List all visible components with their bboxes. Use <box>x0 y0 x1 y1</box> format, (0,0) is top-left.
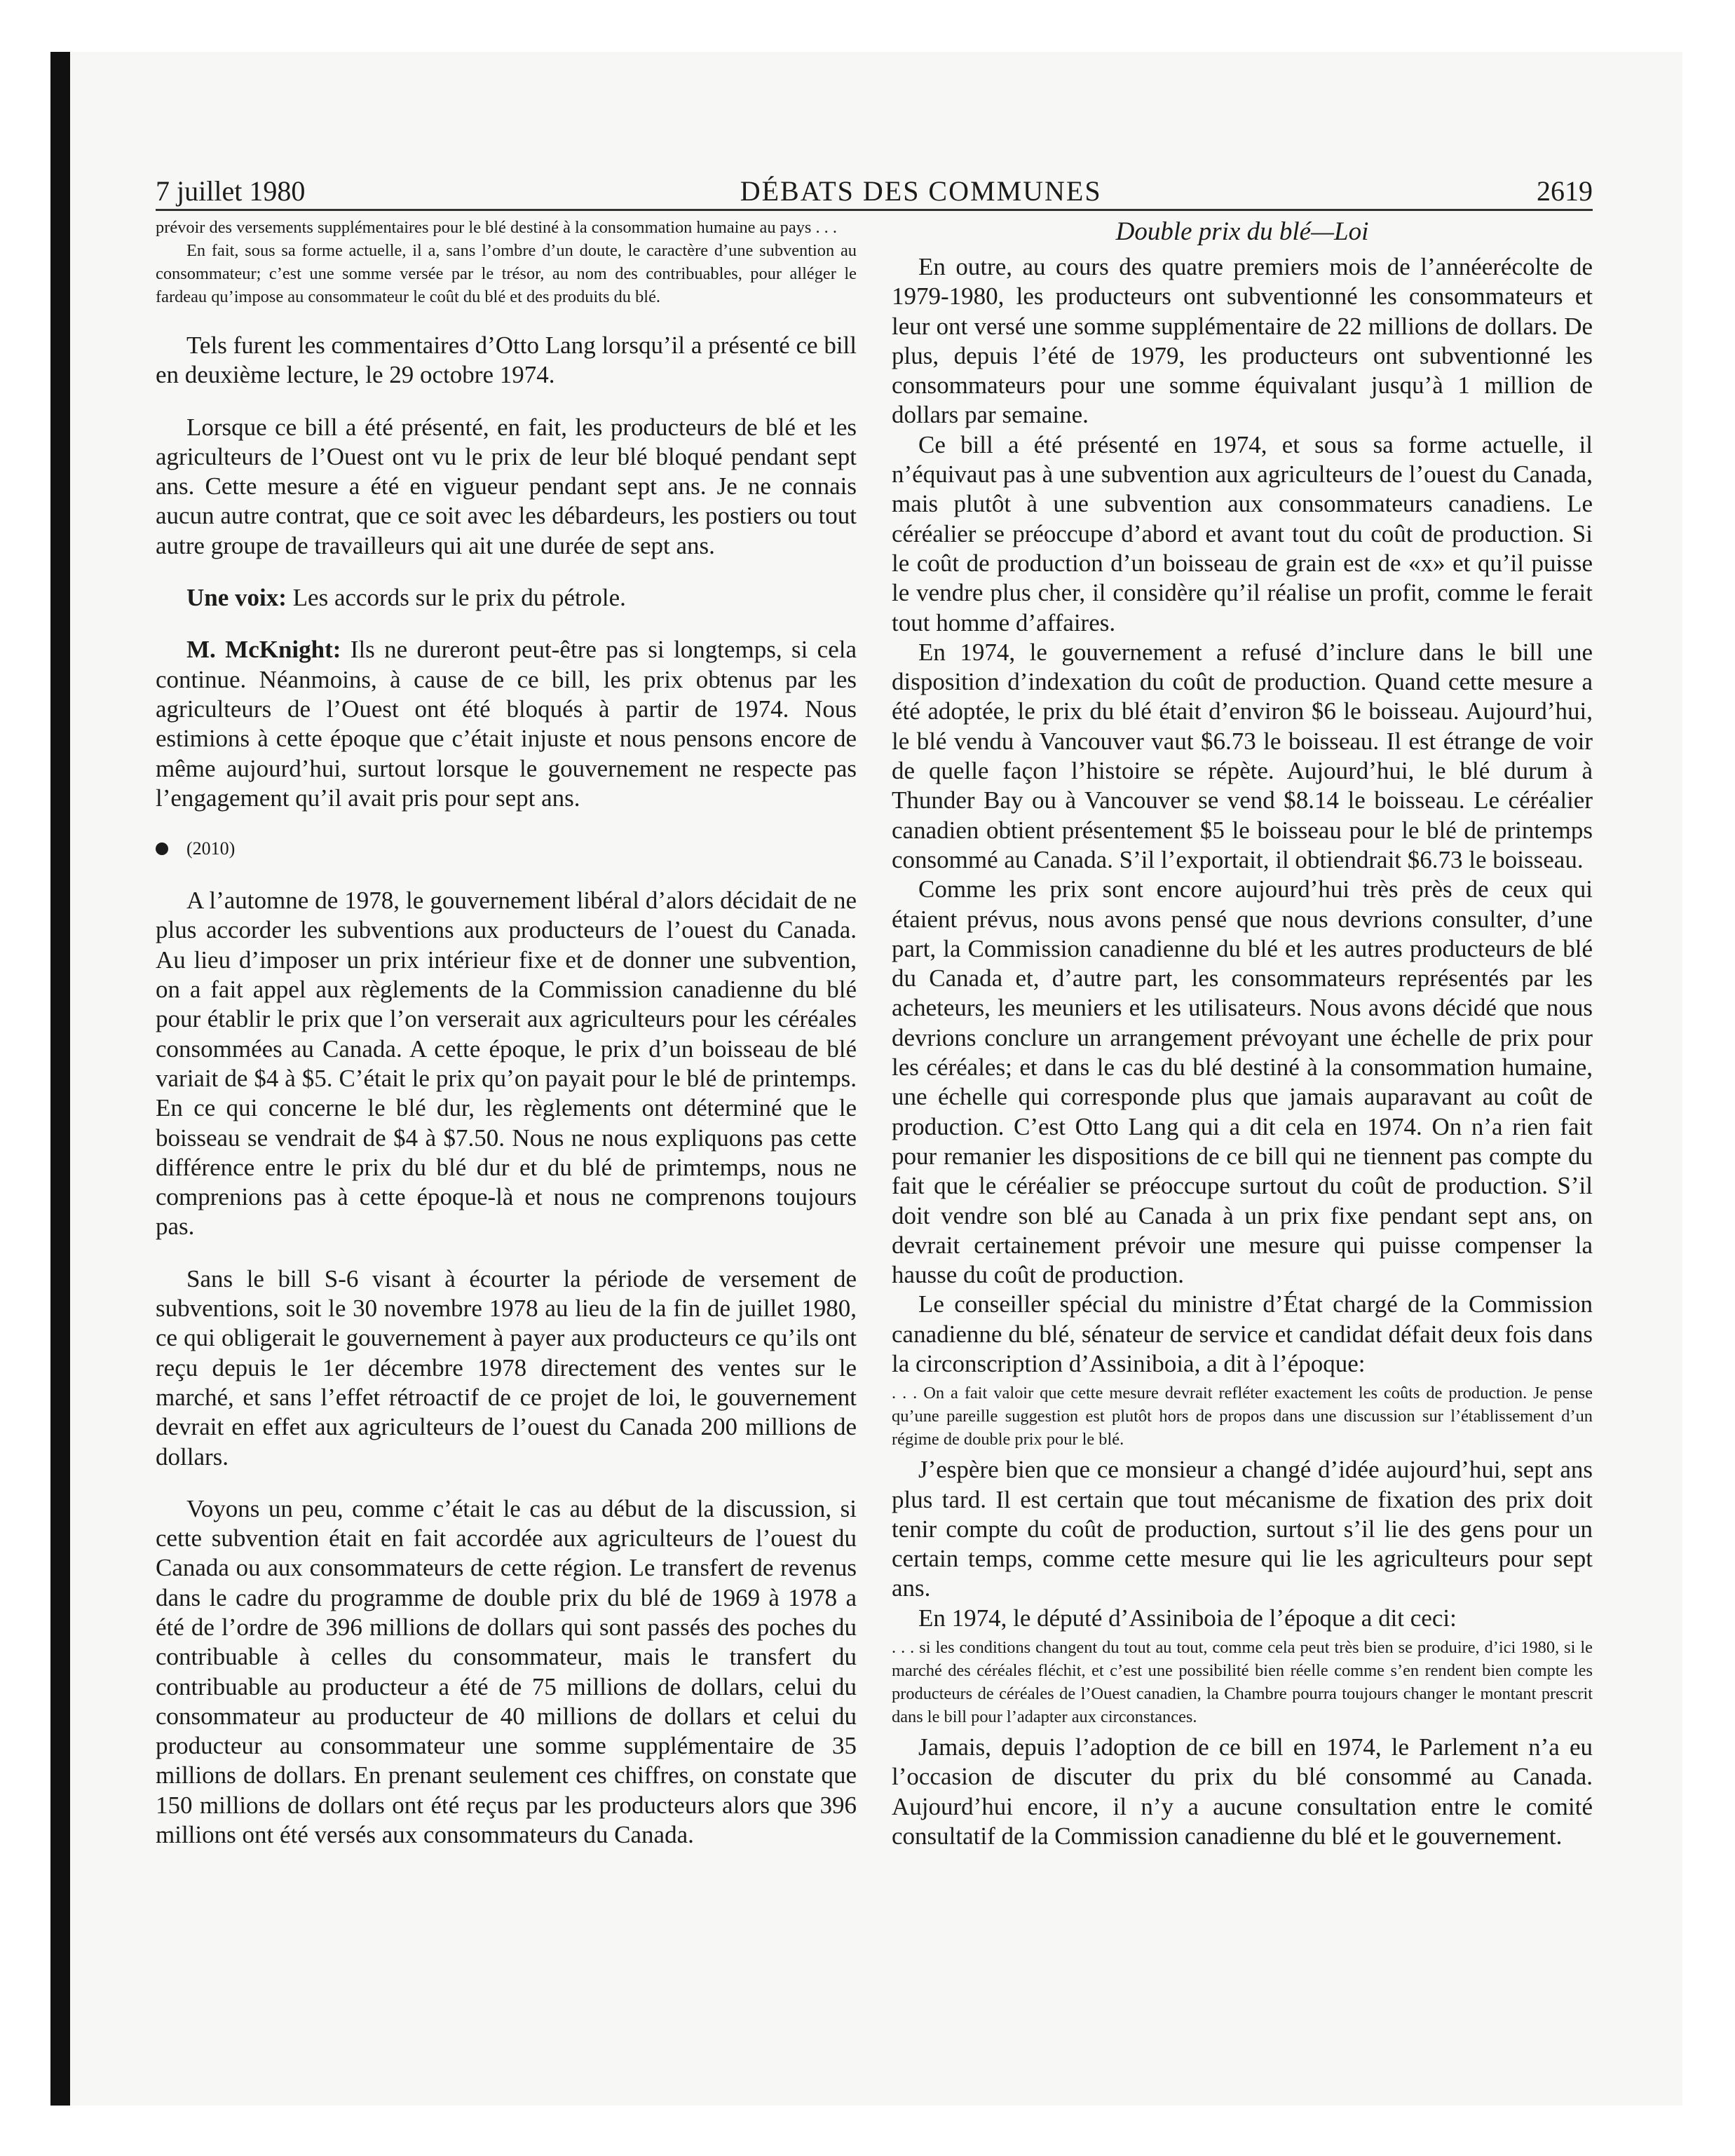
speech-paragraph <box>156 635 857 813</box>
speaker-name: M. McKnight: <box>186 636 341 664</box>
body-paragraph: Lorsque ce bill a été présenté, en fait, les producteurs de blé et les agriculteurs de l’Ouest ont vu le prix de leur blé bloqué pendant sept ans. Cette mesure a été en vigueur pendant sept ans. Je ne connais aucun autre contrat, que ce soit avec les débardeurs, les postiers ou tout autre groupe de travailleurs qui ait une durée de sept ans. <box>156 413 857 559</box>
body-paragraph: Sans le bill S-6 visant à écourter la période de versement de subventions, soit le 30 novembre 1978 au lieu de la fin de juillet 1980, ce qui obligerait le gouvernement à payer aux producteurs ce qu’ils ont reçu depuis le 1er décembre 1978 directement des ventes sur le marché, et sans l’effet rétroactif de ce projet de loi, le gouvernement devrait en effet aux agriculteurs de l’ouest du Canada 200 millions de dollars. <box>156 1264 857 1471</box>
body-paragraph: Comme les prix sont encore aujourd’hui très près de ceux qui étaient prévus, nous avons pensé que nous devrions consulter, d’une part, la Commission canadienne du blé et les autres producteurs de blé du Canada et, d’autre part, les consommateurs représentés par les acheteurs, les meuniers et les utilisateurs. Nous avons décidé que nous devrions conclure un arrangement prévoyant une échelle de prix pour les céréales; et dans le cas du blé destiné à la consommation humaine, une échelle qui corresponde plus que jamais auparavant au coût de production. C’est Otto Lang qui a dit cela en 1974. On n’a rien fait pour remanier les dispositions de ce bill qui ne tiennent pas compte du fait que le céréalier se préoccupe surtout du coût de production. S’il doit vendre son blé au Canada à un prix fixe pendant sept ans, on devrait certainement prévoir une mesure qui puisse compenser la hausse du coût de production. <box>892 875 1593 1289</box>
time-marker <box>156 837 857 861</box>
body-paragraph: J’espère bien que ce monsieur a changé d’idée aujourd’hui, sept ans plus tard. Il est certain que tout mécanisme de fixation des prix doit tenir compte du coût de production, surtout s’il lie des gens pour un certain temps, comme cette mesure qui lie les agriculteurs pour sept ans. <box>892 1456 1593 1602</box>
speaker-name: Une voix: <box>186 584 287 612</box>
body-paragraph: En 1974, le gouvernement a refusé d’inclure dans le bill une disposition d’indexation du coût de production. Quand cette mesure a été adoptée, le prix du blé était d’environ $6 le boisseau. Aujourd’hui, le blé vendu à Vancouver vaut $6.73 le boisseau. Il est étrange de voir de quelle façon l’histoire se répète. Aujourd’hui, le blé durum à Thunder Bay ou à Vancouver se vend $8.14 le boisseau. Le céréalier canadien obtient présentement $5 le boisseau pour le blé de printemps consommé au Canada. S’il l’exportait, il obtiendrait $6.73 le boisseau. <box>892 638 1593 873</box>
quote-paragraph: prévoir des versements supplémentaires pour le blé destiné à la consommation humaine au pays . . . <box>156 218 837 237</box>
running-head: Double prix du blé—Loi <box>1115 217 1369 246</box>
body-paragraph: Tels furent les commentaires d’Otto Lang lorsqu’il a présenté ce bill en deuxième lecture, le 29 octobre 1974. <box>156 332 857 389</box>
body-paragraph: En 1974, le député d’Assiniboia de l’époque a dit ceci: <box>918 1604 1457 1632</box>
quote-paragraph: . . . si les conditions changent du tout au tout, comme cela peut très bien se produire, d’ici 1980, si le marché des céréales fléchit, et c’est une possibilité bien réelle comme s’en rendent bien compte les producteurs de céréales de l’Ouest canadien, la Chambre pourra toujours changer le montant prescrit dans le bill pour l’adapter aux circonstances. <box>892 1638 1593 1727</box>
body-paragraph: Ce bill a été présenté en 1974, et sous sa forme actuelle, il n’équivaut pas à une subvention aux agriculteurs de l’ouest du Canada, mais plutôt à une subvention aux consommateurs canadiens. Le céréalier se préoccupe d’abord et avant tout du coût de production. Si le coût de production d’un boisseau de grain est de «x» et qu’il puisse le vendre plus cher, il considère qu’il réalise un profit, comme le ferait tout homme d’affaires. <box>892 430 1593 636</box>
header-title: DÉBATS DES COMMUNES <box>740 175 1102 207</box>
page-header <box>156 168 1593 211</box>
right-column <box>892 216 1593 2024</box>
header-date: 7 juillet 1980 <box>156 175 306 207</box>
bullet-icon <box>156 842 168 855</box>
quote-paragraph: . . . On a fait valoir que cette mesure devrait refléter exactement les coûts de production. Je pense qu’une pareille suggestion est plutôt hors de propos dans une discussion sur l’établissement d’un régime de double prix pour le blé. <box>892 1384 1593 1449</box>
body-paragraph: Voyons un peu, comme c’était le cas au début de la discussion, si cette subvention était en fait accordée aux agriculteurs de l’ouest du Canada ou aux consommateurs de cette région. Le transfert de revenus dans le cadre du programme de double prix du blé de 1969 à 1978 a été de l’ordre de 396 millions de dollars qui sont passés des poches du contribuable à celles du consommateur, mais le transfert du contribuable au producteur a été de 75 millions de dollars, celui du consommateur au producteur de 40 millions de dollars et celui du producteur au consommateur une somme supplémentaire de 35 millions de dollars. En prenant seulement ces chiffres, on constate que 150 millions de dollars ont été reçus par les producteurs alors que 396 millions ont été versés aux consommateurs du Canada. <box>156 1494 857 1849</box>
speech-text: Les accords sur le prix du pétrole. <box>286 584 626 612</box>
left-column <box>156 216 857 2024</box>
header-page-number: 2619 <box>1537 175 1593 207</box>
body-paragraph: Le conseiller spécial du ministre d’État chargé de la Commission canadienne du blé, sénateur de service et candidat défait deux fois dans la circonscription d’Assiniboia, a dit à l’époque: <box>892 1290 1593 1377</box>
interjection-paragraph <box>156 583 857 613</box>
speech-text: Ils ne dureront peut-être pas si longtemps, si cela continue. Néanmoins, à cause de ce bill, les prix obtenus par les agriculteurs de l’Ouest ont été bloqués à partir de 1974. Nous estimions à cette époque que c’était injuste et nous pensons encore de même aujourd’hui, surtout lorsque le gouvernement ne respecte pas l’engagement qu’il avait pris pour sept ans. <box>156 636 857 812</box>
time-marker-label: (2010) <box>186 838 236 859</box>
scan-edge-shadow <box>50 52 70 2106</box>
quote-paragraph: En fait, sous sa forme actuelle, il a, sans l’ombre d’un doute, le caractère d’une subvention au consommateur; c’est une somme versée par le trésor, au nom des contribuables, pour alléger le fardeau qu’impose au consommateur le coût du blé et des produits du blé. <box>156 241 857 306</box>
body-paragraph: A l’automne de 1978, le gouvernement libéral d’alors décidait de ne plus accorder les subventions aux producteurs de l’ouest du Canada. Au lieu d’imposer un prix intérieur fixe et de donner une subvention, on a fait appel aux règlements de la Commission canadienne du blé pour établir le prix que l’on verserait aux agriculteurs pour les céréales consommées au Canada. A cette époque, le prix d’un boisseau de blé variait de $4 à $5. C’était le prix qu’on payait pour le blé de printemps. En ce qui concerne le blé dur, les règlements ont déterminé que le boisseau se vendrait de $4 à $7.50. Nous ne nous expliquons pas cette différence entre le prix du blé dur et du blé de primtemps, nous ne comprenions pas à cette époque-là et nous ne comprenons toujours pas. <box>156 887 857 1241</box>
body-paragraph: Jamais, depuis l’adoption de ce bill en 1974, le Parlement n’a eu l’occasion de discuter du prix du blé consommé au Canada. Aujourd’hui encore, il n’y a aucune consultation entre le comité consultatif de la Commission canadienne du blé et le gouvernement. <box>892 1733 1593 1850</box>
body-paragraph: En outre, au cours des quatre premiers mois de l’annéerécolte de 1979-1980, les producteurs ont subventionné les consommateurs et leur ont versé une somme supplémentaire de 22 millions de dollars. De plus, depuis l’été de 1979, les producteurs ont subventionné les consommateurs pour une somme équivalant jusqu’à 1 million de dollars par semaine. <box>892 253 1593 429</box>
